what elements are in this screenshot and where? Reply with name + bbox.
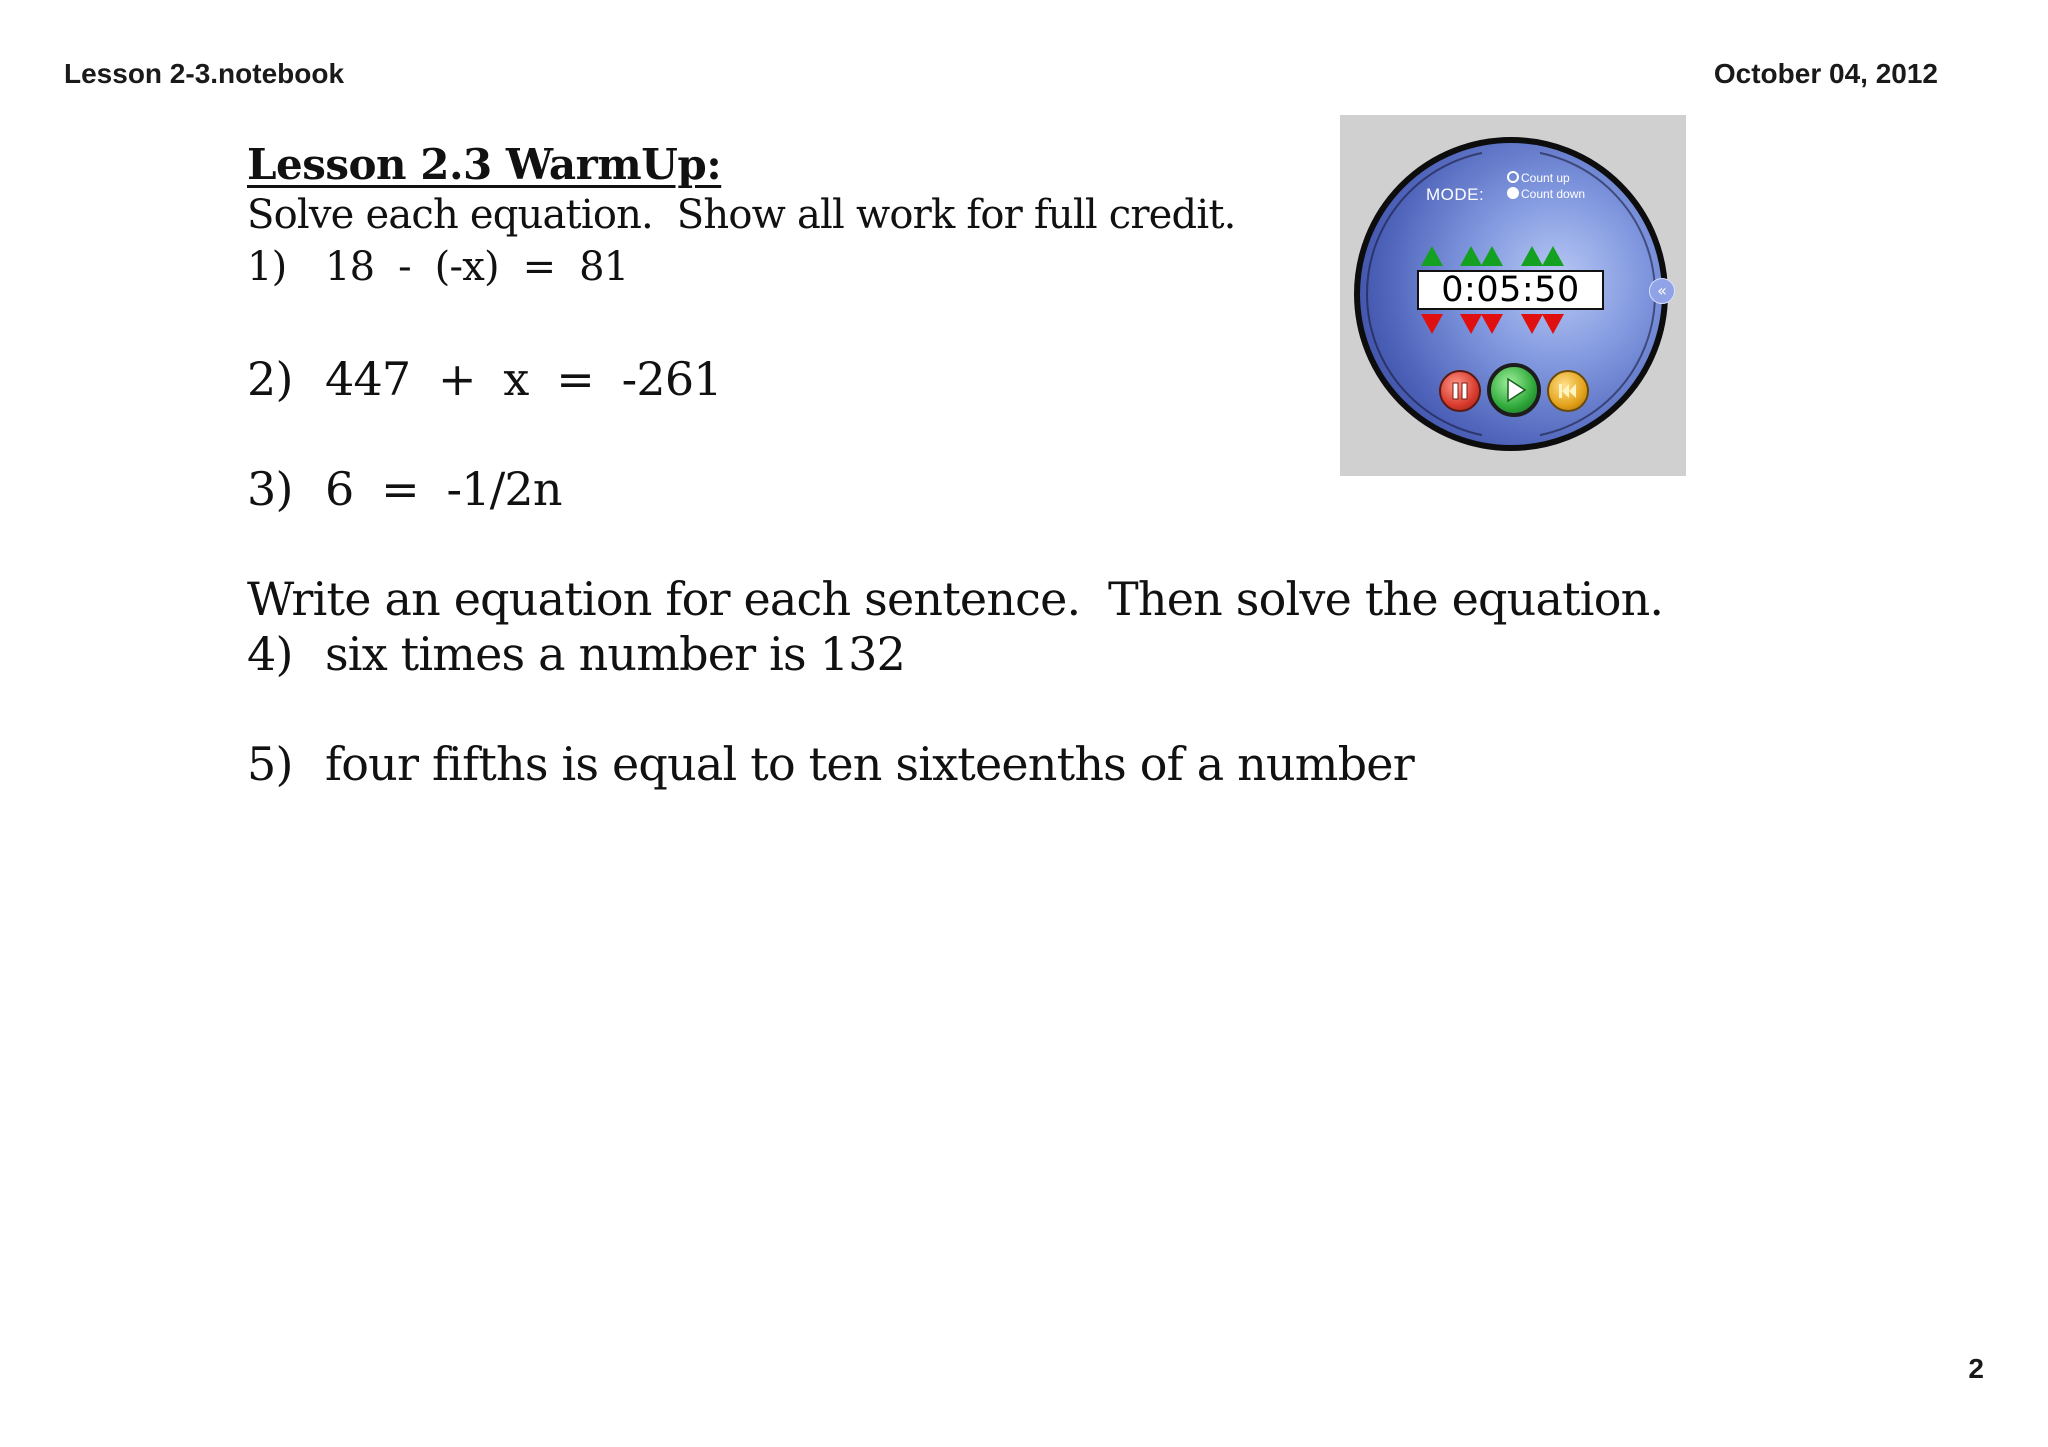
problem-2-number: 2) [247,352,293,406]
play-button[interactable] [1487,363,1541,417]
minutes-tens-decrement-arrow-icon[interactable] [1460,314,1482,334]
mode-count-up-radio[interactable] [1507,171,1570,185]
collapse-chevron-icon[interactable]: « [1649,278,1675,304]
problem-3-equation: 6 = -1/2n [325,462,562,516]
instruction-solve: Solve each equation. Show all work for full credit. [247,192,1236,238]
minutes-tens-increment-arrow-icon[interactable] [1460,246,1482,266]
mode-count-up-label: Count up [1521,171,1570,185]
problem-5-sentence: four fifths is equal to ten sixteenths of a number [325,737,1414,791]
mode-count-down-radio[interactable] [1507,187,1585,201]
timer-time-display: 0:05:50 [1417,270,1604,310]
rewind-icon [1549,372,1587,410]
pause-icon [1441,372,1479,410]
reset-button[interactable] [1547,370,1589,412]
mode-count-down-label: Count down [1521,187,1586,201]
problem-5 [247,737,1414,791]
notebook-date: October 04, 2012 [1713,58,1938,89]
problem-3 [247,462,562,516]
page-number: 2 [1968,1353,1984,1384]
timer-mode-label: MODE: [1426,185,1485,204]
hours-increment-arrow-icon[interactable] [1421,246,1443,266]
radio-selected-icon [1507,187,1519,199]
problem-1 [247,244,628,290]
seconds-tens-decrement-arrow-icon[interactable] [1521,314,1543,334]
problem-3-number: 3) [247,462,293,516]
radio-unselected-icon [1507,171,1519,183]
problem-1-equation: 18 - (-x) = 81 [325,244,629,290]
minutes-ones-increment-arrow-icon[interactable] [1481,246,1503,266]
problem-4-sentence: six times a number is 132 [325,627,906,681]
pause-button[interactable] [1439,370,1481,412]
notebook-filename: Lesson 2-3.notebook [64,58,345,89]
problem-5-number: 5) [247,737,293,791]
warmup-title: Lesson 2.3 WarmUp: [247,140,722,189]
problem-2-equation: 447 + x = -261 [325,352,722,406]
seconds-tens-increment-arrow-icon[interactable] [1521,246,1543,266]
problem-2 [247,352,722,406]
countdown-timer-widget [1340,115,1686,476]
problem-1-number: 1) [247,244,287,290]
hours-decrement-arrow-icon[interactable] [1421,314,1443,334]
seconds-ones-decrement-arrow-icon[interactable] [1542,314,1564,334]
seconds-ones-increment-arrow-icon[interactable] [1542,246,1564,266]
instruction-write: Write an equation for each sentence. Then solve the equation. [247,572,1664,626]
play-icon [1491,367,1537,413]
problem-4 [247,627,905,681]
problem-4-number: 4) [247,627,293,681]
minutes-ones-decrement-arrow-icon[interactable] [1481,314,1503,334]
